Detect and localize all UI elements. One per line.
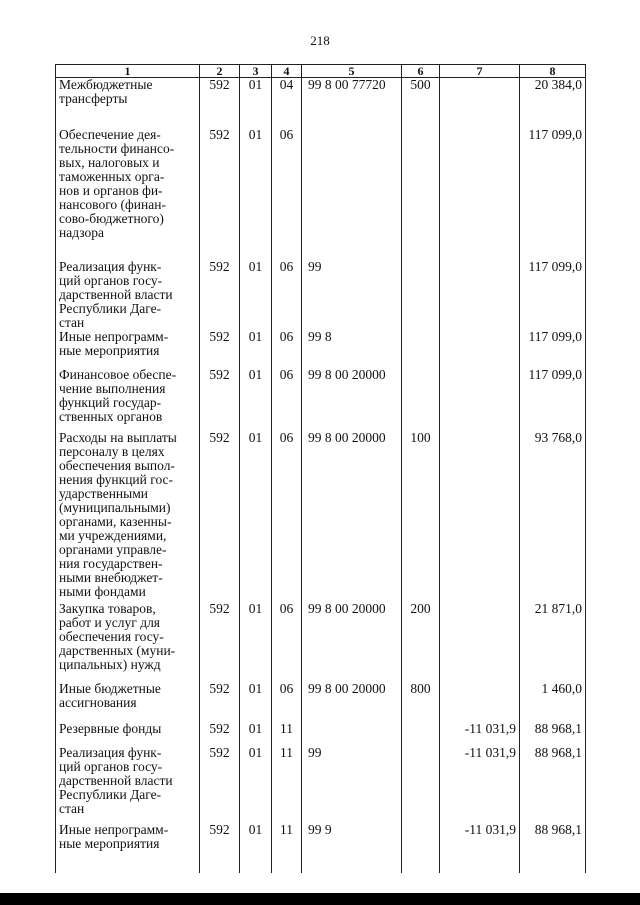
cell-col-7 — [440, 682, 520, 722]
cell-col-3: 01 — [240, 746, 272, 823]
cell-col-7 — [440, 330, 520, 368]
cell-col-7 — [440, 128, 520, 260]
cell-name: Иные бюджетные ассигнования — [56, 682, 200, 722]
page-number: 218 — [310, 33, 330, 48]
cell-col-2: 592 — [200, 368, 240, 431]
header-col-2: 2 — [200, 65, 240, 78]
cell-col-5: 99 8 00 20000 — [302, 602, 402, 682]
table-row — [56, 330, 586, 368]
cell-col-3: 01 — [240, 330, 272, 368]
scan-bottom-border — [0, 893, 640, 905]
cell-col-5: 99 — [302, 260, 402, 330]
cell-name: Резервные фонды — [56, 722, 200, 746]
cell-col-4: 06 — [272, 682, 302, 722]
cell-col-5: 99 8 00 20000 — [302, 431, 402, 602]
cell-col-8: 117 099,0 — [520, 128, 586, 260]
table-row — [56, 682, 586, 722]
cell-col-4: 04 — [272, 78, 302, 128]
cell-col-8: 117 099,0 — [520, 368, 586, 431]
cell-col-8: 88 968,1 — [520, 823, 586, 873]
cell-name: Обеспечение дея- тельности финансо- вых, налоговых и таможенных орга- нов и органов фи- нансового (финан- сово-бюджетного) надзора — [56, 128, 200, 260]
cell-col-4: 06 — [272, 602, 302, 682]
cell-col-6 — [402, 260, 440, 330]
cell-name: Расходы на выплаты персоналу в целях обеспечения выпол- нения функций гос- ударственными (муниципальными) органами, казенны- ми учреждениями, органами управле- ния государствен- ными внебюджет- ными фондами — [56, 431, 200, 602]
cell-col-6 — [402, 368, 440, 431]
cell-col-8: 21 871,0 — [520, 602, 586, 682]
cell-col-4: 11 — [272, 722, 302, 746]
cell-col-3: 01 — [240, 682, 272, 722]
cell-col-6 — [402, 128, 440, 260]
cell-col-6 — [402, 330, 440, 368]
cell-col-5 — [302, 128, 402, 260]
cell-name: Иные непрограмм- ные мероприятия — [56, 823, 200, 873]
table-row — [56, 128, 586, 260]
table-row — [56, 722, 586, 746]
cell-col-6 — [402, 746, 440, 823]
cell-col-3: 01 — [240, 368, 272, 431]
cell-col-2: 592 — [200, 682, 240, 722]
cell-col-3: 01 — [240, 823, 272, 873]
header-col-1: 1 — [56, 65, 200, 78]
cell-col-4: 06 — [272, 368, 302, 431]
cell-col-4: 06 — [272, 260, 302, 330]
cell-col-3: 01 — [240, 260, 272, 330]
cell-col-8: 1 460,0 — [520, 682, 586, 722]
cell-col-3: 01 — [240, 602, 272, 682]
cell-col-8: 88 968,1 — [520, 722, 586, 746]
table-row — [56, 602, 586, 682]
header-col-3: 3 — [240, 65, 272, 78]
cell-col-7 — [440, 78, 520, 128]
cell-col-2: 592 — [200, 602, 240, 682]
header-col-4: 4 — [272, 65, 302, 78]
cell-col-7 — [440, 431, 520, 602]
cell-col-2: 592 — [200, 746, 240, 823]
table-row — [56, 431, 586, 602]
header-col-5: 5 — [302, 65, 402, 78]
cell-col-3: 01 — [240, 128, 272, 260]
cell-col-6: 800 — [402, 682, 440, 722]
cell-col-8: 93 768,0 — [520, 431, 586, 602]
cell-col-7: -11 031,9 — [440, 823, 520, 873]
header-col-6: 6 — [402, 65, 440, 78]
table-body — [56, 78, 586, 873]
cell-name: Реализация функ- ций органов госу- дарственной власти Республики Даге- стан — [56, 260, 200, 330]
budget-table — [55, 64, 586, 873]
table-header-row — [56, 65, 586, 78]
table-row — [56, 823, 586, 873]
table-row — [56, 368, 586, 431]
cell-name: Межбюджетные трансферты — [56, 78, 200, 128]
cell-col-6: 500 — [402, 78, 440, 128]
cell-col-6 — [402, 823, 440, 873]
cell-col-5: 99 8 00 20000 — [302, 682, 402, 722]
cell-col-7 — [440, 260, 520, 330]
cell-col-3: 01 — [240, 431, 272, 602]
cell-col-5: 99 8 — [302, 330, 402, 368]
cell-col-8: 20 384,0 — [520, 78, 586, 128]
cell-col-4: 11 — [272, 746, 302, 823]
cell-name: Реализация функ- ций органов госу- дарственной власти Республики Даге- стан — [56, 746, 200, 823]
cell-col-4: 06 — [272, 431, 302, 602]
cell-col-2: 592 — [200, 260, 240, 330]
table-row — [56, 260, 586, 330]
cell-col-4: 06 — [272, 128, 302, 260]
header-col-7: 7 — [440, 65, 520, 78]
cell-col-5: 99 8 00 20000 — [302, 368, 402, 431]
cell-col-3: 01 — [240, 722, 272, 746]
cell-col-6: 100 — [402, 431, 440, 602]
cell-col-7 — [440, 602, 520, 682]
cell-col-3: 01 — [240, 78, 272, 128]
cell-col-7: -11 031,9 — [440, 722, 520, 746]
cell-col-2: 592 — [200, 128, 240, 260]
header-col-8: 8 — [520, 65, 586, 78]
cell-col-2: 592 — [200, 78, 240, 128]
cell-col-2: 592 — [200, 330, 240, 368]
cell-col-4: 11 — [272, 823, 302, 873]
table-row — [56, 746, 586, 823]
cell-col-2: 592 — [200, 722, 240, 746]
cell-name: Закупка товаров, работ и услуг для обеспечения госу- дарственных (муни- ципальных) нужд — [56, 602, 200, 682]
cell-col-5: 99 8 00 77720 — [302, 78, 402, 128]
cell-col-7 — [440, 368, 520, 431]
cell-col-6 — [402, 722, 440, 746]
cell-col-5: 99 — [302, 746, 402, 823]
cell-col-2: 592 — [200, 431, 240, 602]
cell-name: Иные непрограмм- ные мероприятия — [56, 330, 200, 368]
cell-col-4: 06 — [272, 330, 302, 368]
cell-col-2: 592 — [200, 823, 240, 873]
cell-col-5 — [302, 722, 402, 746]
cell-col-8: 117 099,0 — [520, 260, 586, 330]
budget-table-container — [55, 64, 585, 851]
cell-col-6: 200 — [402, 602, 440, 682]
cell-col-5: 99 9 — [302, 823, 402, 873]
table-row — [56, 78, 586, 128]
cell-col-7: -11 031,9 — [440, 746, 520, 823]
cell-col-8: 117 099,0 — [520, 330, 586, 368]
cell-name: Финансовое обеспе- чение выполнения функций государ- ственных органов — [56, 368, 200, 431]
cell-col-8: 88 968,1 — [520, 746, 586, 823]
